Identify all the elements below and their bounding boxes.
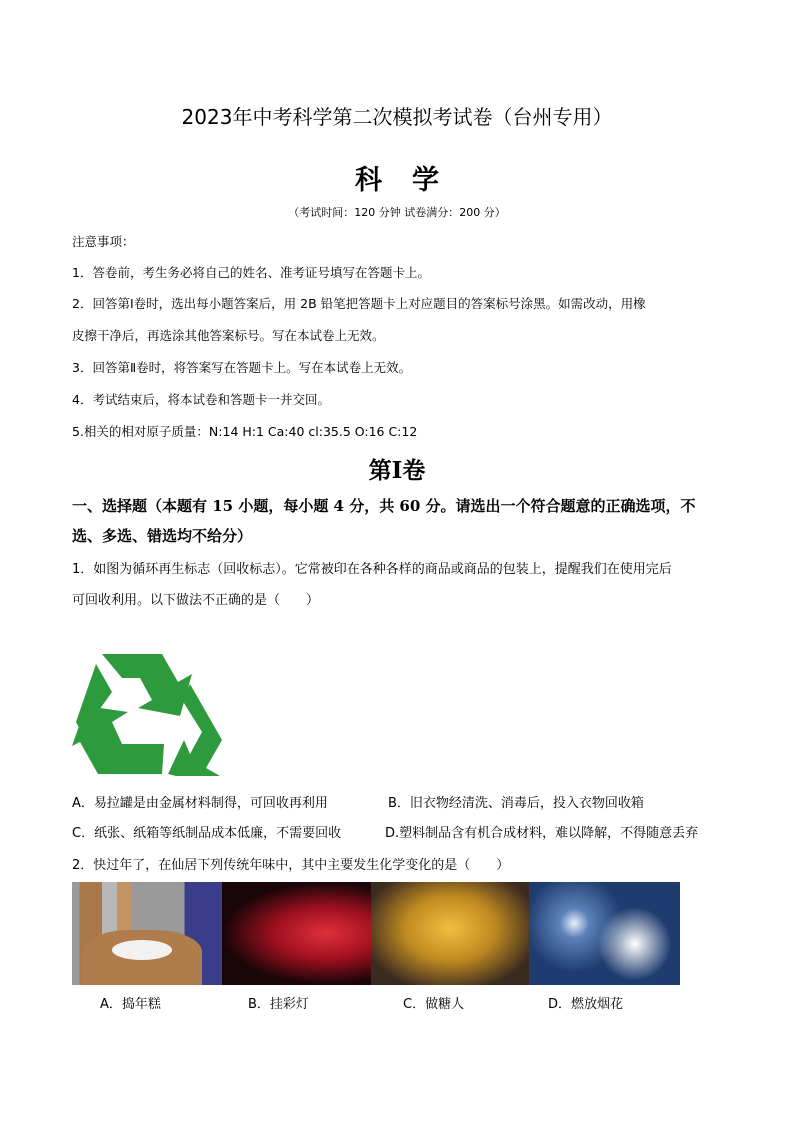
image-hanging-lanterns [222,882,371,985]
subject-heading: 科学 [355,165,469,196]
recycle-logo [72,624,230,780]
note-item: 2．回答第Ⅰ卷时，选出每小题答案后，用 2B 铅笔把答题卡上对应题目的答案标号涂黑。如需改动，用橡 [72,296,646,311]
note-item: 1．答卷前，考生务必将自己的姓名、准考证号填写在答题卡上。 [72,265,430,280]
notes-heading: 注意事项： [72,234,135,249]
exam-title: 2023年中考科学第二次模拟考试卷（台州专用） [181,105,613,129]
note-item: 4．考试结束后，将本试卷和答题卡一并交回。 [72,392,330,407]
exam-info: （考试时间：120 分钟 试卷满分：200 分） [288,206,506,219]
note-item: 5.相关的相对原子质量：N:14 H:1 Ca:40 cl:35.5 O:16 C:12 [72,424,418,439]
question-2-stem: 2．快过年了，在仙居下列传统年味中，其中主要发生化学变化的是（ ） [72,858,510,873]
image-pounding-rice-cake [72,882,222,985]
q1-option-b: B．旧衣物经清洗、消毒后，投入衣物回收箱 [388,796,644,811]
q2-option-d: D．燃放烟花 [548,997,624,1012]
note-item: 皮擦干净后，再选涂其他答案标号。写在本试卷上无效。 [72,328,385,343]
question-1-stem: 1．如图为循环再生标志（回收标志）。它常被印在各种各样的商品或商品的包装上，提醒我们在使用完后 [72,562,672,577]
q2-option-c: C．做糖人 [403,997,465,1012]
volume-title: 第Ⅰ卷 [368,457,426,484]
q1-option-d: D.塑料制品含有机合成材料，难以降解，不得随意丢弃 [385,826,699,841]
section-heading: 一、选择题（本题有 15 小题，每小题 4 分，共 60 分。请选出一个符合题意的正确选项，不 [72,497,696,515]
q1-option-c: C．纸张、纸箱等纸制品成本低廉，不需要回收 [72,826,342,841]
image-fireworks [529,882,680,985]
note-item: 3．回答第Ⅱ卷时，将答案写在答题卡上。写在本试卷上无效。 [72,360,412,375]
section-heading: 选、多选、错选均不给分） [72,527,253,545]
image-sugar-figures [371,882,529,985]
q2-option-a: A．捣年糕 [100,997,161,1012]
question-1-stem: 可回收利用。以下做法不正确的是（ ） [72,593,320,608]
q2-option-b: B．挂彩灯 [248,997,309,1012]
q1-option-a: A．易拉罐是由金属材料制得，可回收再利用 [72,796,328,811]
